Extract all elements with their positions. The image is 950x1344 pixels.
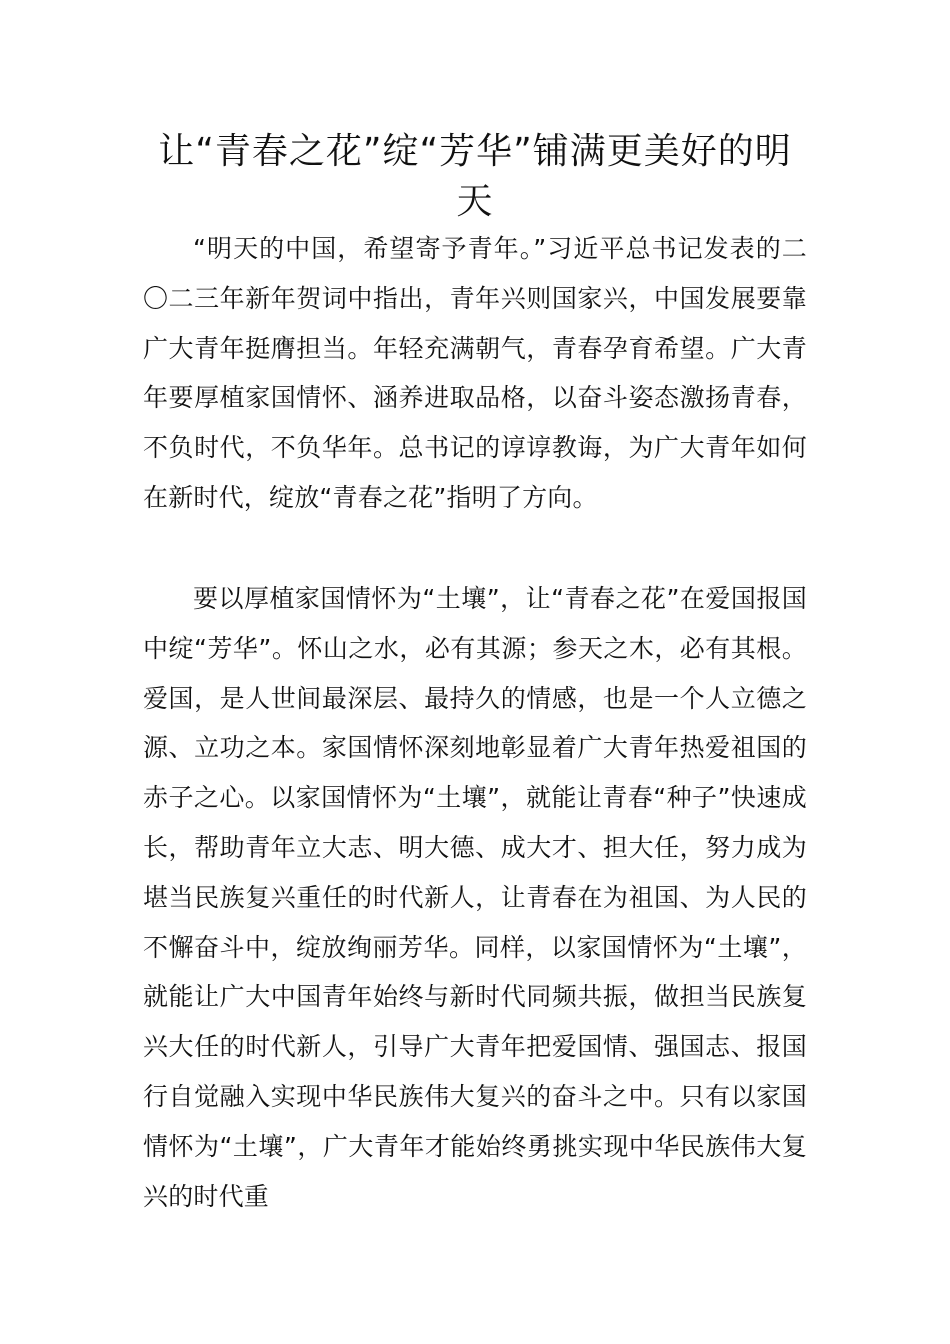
document-title: 让“青春之花”绽“芳华”铺满更美好的明天 <box>158 131 792 222</box>
paragraph-2: 要以厚植家国情怀为“土壤”，让“青春之花”在爱国报国中绽“芳华”。怀山之水，必有其源；参天之木，必有其根。爱国，是人世间最深层、最持久的情感，也是一个人立德之源、立功之本。家国情怀深刻地彰显着广大青年热爱祖国的赤子之心。以家国情怀为“土壤”，就能让青春“种子”快速成长，帮助青年立大志、明大德、成大才、担大任，努力成为堪当民族复兴重任的时代新人，让青春在为祖国、为人民的不懈奋斗中，绽放绚丽芳华。同样，以家国情怀为“土壤”，就能让广大中国青年始终与新时代同频共振，做担当民族复兴大任的时代新人，引导广大青年把爱国情、强国志、报国行自觉融入实现中华民族伟大复兴的奋斗之中。只有以家国情怀为“土壤”，广大青年才能始终勇挑实现中华民族伟大复兴的时代重 <box>143 584 807 1211</box>
paragraph-1: “明天的中国，希望寄予青年。”习近平总书记发表的二〇二三年新年贺词中指出，青年兴则国家兴，中国发展要靠广大青年挺膺担当。年轻充满朝气，青春孕育希望。广大青年要厚植家国情怀、涵养进取品格，以奋斗姿态激扬青春，不负时代，不负华年。总书记的谆谆教诲，为广大青年如何在新时代，绽放“青春之花”指明了方向。 <box>143 234 807 512</box>
